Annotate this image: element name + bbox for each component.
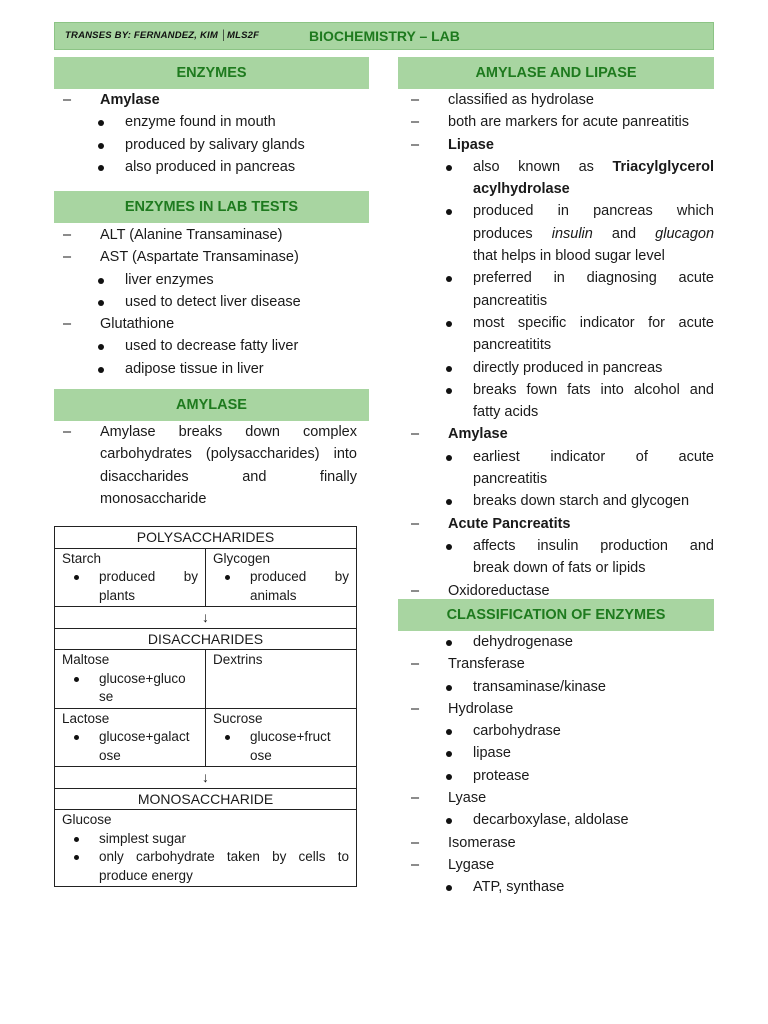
section-heading-lab-tests: ENZYMES IN LAB TESTS [54, 191, 369, 223]
polysaccharides-title: POLYSACCHARIDES [136, 529, 275, 545]
section-heading-enzymes: ENZYMES [54, 57, 369, 89]
list-item: liver enzymes [63, 269, 363, 291]
table-row [55, 607, 356, 629]
table-row [55, 709, 356, 768]
list-item: protease [411, 765, 714, 787]
list-item: produced by salivary glands [63, 134, 363, 156]
down-arrow-icon: ↓ [202, 769, 209, 785]
list-item: preferred in diagnosing acute [411, 267, 714, 289]
enzymes-list [63, 89, 363, 178]
list-item: lipase [411, 742, 714, 764]
table-row [55, 650, 356, 709]
carbohydrate-table [54, 526, 357, 887]
monosaccharide-title: MONOSACCHARIDE [137, 790, 274, 807]
list-item: used to detect liver disease [63, 291, 363, 313]
list-item: adipose tissue in liver [63, 358, 363, 380]
amylase-lipase-list: – classified as hydrolase – both are markers for acute panreatitis – Lipase also known as Triacylglycerol acylhydrolase produced in pancreas which produces insulin and glucagon that helps in blood sugar level preferred in diagnosing acute pancreatitis most specific indicator for acute pancreatitits directly produced in pancreas breaks fown fats into alcohol and fatty acids – Amylase earliest indicator of acute pancreatitis breaks down starch and glycogen – Acute Pancreatits affects insulin production and break down of fats or lipids – Oxidoreductase [411, 89, 714, 602]
table-row [55, 767, 356, 789]
table-cell-glucose: Glucose simplest sugar only carbohydrate taken by cells to produce energy [62, 812, 349, 883]
list-item: affects insulin production and [411, 535, 714, 557]
list-item: transaminase/kinase [411, 676, 714, 698]
table-cell-maltose: Maltose glucose+gluco se [62, 652, 186, 704]
down-arrow-icon: ↓ [202, 609, 209, 625]
list-item: breaks fown fats into alcohol and [411, 379, 714, 401]
list-item: also produced in pancreas [63, 156, 363, 178]
lab-tests-list [63, 224, 363, 380]
section-heading-amylase: AMYLASE [54, 389, 369, 421]
table-row [55, 549, 356, 608]
section-heading-amylase-lipase: AMYLASE AND LIPASE [398, 57, 714, 89]
list-item: decarboxylase, aldolase [411, 809, 714, 831]
table-cell-sucrose: Sucrose glucose+fruct ose [205, 709, 356, 767]
list-item: – Lygase [411, 856, 495, 873]
list-item: – Isomerase [411, 834, 516, 851]
list-item: dehydrogenase [411, 631, 714, 653]
section-heading-classification: CLASSIFICATION OF ENZYMES [398, 599, 714, 631]
list-item: used to decrease fatty liver [63, 335, 363, 357]
list-item: – Acute Pancreatits [411, 515, 571, 532]
table-cell-dextrins: Dextrins [205, 650, 356, 708]
table-cell-glycogen: Glycogen produced by animals [205, 549, 356, 607]
classification-list [411, 631, 714, 899]
table-row [55, 527, 356, 549]
list-item: – Transferase [411, 656, 525, 673]
list-item: – classified as hydrolase [411, 92, 594, 108]
list-item: – Hydrolase [411, 700, 514, 717]
list-item: – Amylase [411, 426, 508, 443]
table-row [55, 629, 356, 651]
list-item: – ALT (Alanine Transaminase) [63, 227, 283, 243]
list-item: also known as Triacylglycerol [411, 156, 714, 178]
list-item: ATP, synthase [411, 876, 714, 898]
page-title: BIOCHEMISTRY – LAB [309, 28, 460, 44]
list-item: directly produced in pancreas [411, 357, 714, 379]
list-item: breaks down starch and glycogen [411, 490, 714, 512]
table-row [55, 789, 356, 811]
list-item: – Lipase [411, 136, 494, 153]
list-item: produced in pancreas which [411, 200, 714, 222]
list-item: carbohydrase [411, 720, 714, 742]
list-item: – Amylase [63, 92, 160, 108]
list-item: – both are markers for acute panreatitis [411, 114, 689, 131]
disaccharides-title: DISACCHARIDES [147, 630, 264, 647]
list-item: earliest indicator of acute [411, 446, 714, 468]
table-row [55, 810, 356, 886]
list-item: – Glutathione [63, 316, 175, 333]
transcriber-credit: TRANSES BY: FERNANDEZ, KIM │MLS2F [65, 30, 260, 41]
list-item: – AST (Aspartate Transaminase) [63, 249, 299, 266]
list-item: most specific indicator for acute [411, 312, 714, 334]
table-cell-lactose: Lactose glucose+galact ose [62, 710, 190, 763]
page-header [54, 22, 714, 50]
list-item: enzyme found in mouth [63, 111, 363, 133]
amylase-description: – Amylase breaks down complex carbohydrates (polysaccharides) into disaccharides and finally monosaccharide [63, 424, 357, 507]
table-cell-starch: Starch produced by plants [62, 550, 198, 603]
list-item: – Oxidoreductase [411, 582, 550, 599]
list-item: – Lyase [411, 790, 487, 807]
